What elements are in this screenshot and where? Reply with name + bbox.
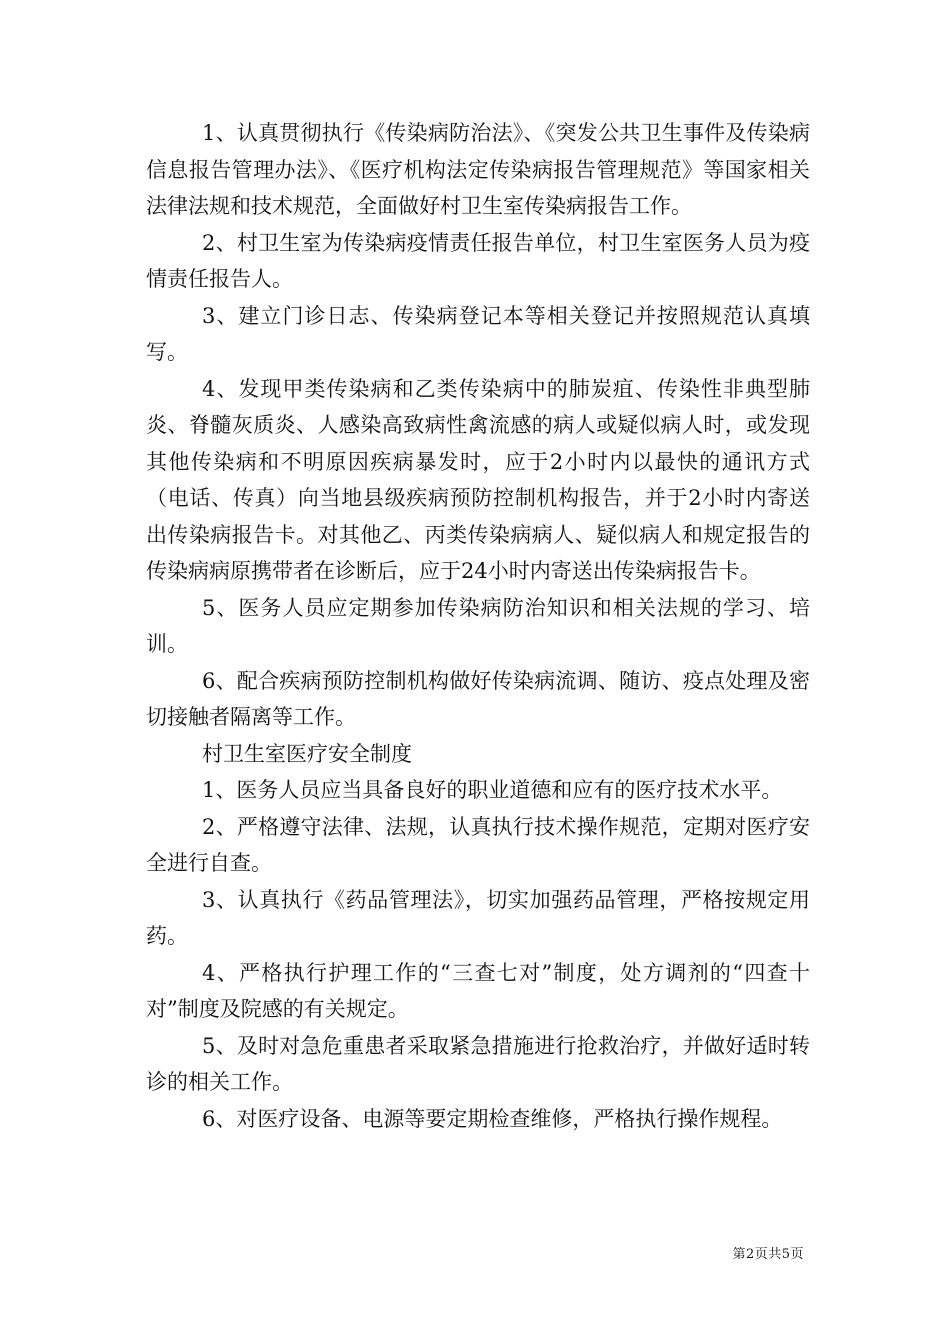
paragraph-safety-6: 6、对医疗设备、电源等要定期检查维修，严格执行操作规程。 [202,1106,783,1131]
paragraph-reporting-1: 1、认真贯彻执行《传染病防治法》、《突发公共卫生事件及传染病信息报告管理办法》、《医疗机构法定传染病报告管理规范》等国家相关法律法规和技术规范，全面做好村卫生室传染病报告工作。 [146,121,810,218]
paragraph-reporting-5: 5、医务人员应定期参加传染病防治知识和相关法规的学习、培训。 [146,595,810,656]
paragraph-safety-3: 3、认真执行《药品管理法》，切实加强药品管理，严格按规定用药。 [146,887,810,948]
paragraph-safety-1: 1、医务人员应当具备良好的职业道德和应有的医疗技术水平。 [202,778,783,802]
paragraph-reporting-4: 4、发现甲类传染病和乙类传染病中的肺炭疽、传染性非典型肺炎、脊髓灰质炎、人感染高致病性禽流感的病人或疑似病人时，或发现其他传染病和不明原因疾病暴发时，应于2小时内以最快的通讯方式（电话、传真）向当地县级疾病预防控制机构报告，并于2小时内寄送出传染病报告卡。对其他乙、丙类传染病病人、疑似病人和规定报告的传染病病原携带者在诊断后，应于24小时内寄送出传染病报告卡。 [146,376,810,583]
section-heading-medical-safety: 村卫生室医疗安全制度 [202,741,412,766]
document-body [146,115,810,1137]
paragraph-reporting-2: 2、村卫生室为传染病疫情责任报告单位，村卫生室医务人员为疫情责任报告人。 [146,230,810,291]
paragraph-reporting-6: 6、配合疾病预防控制机构做好传染病流调、随访、疫点处理及密切接触者隔离等工作。 [146,668,810,729]
page-number: 第2页共5页 [732,1247,804,1262]
paragraph-safety-2: 2、严格遵守法律、法规，认真执行技术操作规范，定期对医疗安全进行自查。 [146,814,810,875]
paragraph-safety-4: 4、严格执行护理工作的“三查七对”制度，处方调剂的“四查十对”制度及院感的有关规定。 [146,960,810,1021]
paragraph-reporting-3: 3、建立门诊日志、传染病登记本等相关登记并按照规范认真填写。 [146,303,810,364]
paragraph-safety-5: 5、及时对急危重患者采取紧急措施进行抢救治疗，并做好适时转诊的相关工作。 [146,1033,810,1094]
